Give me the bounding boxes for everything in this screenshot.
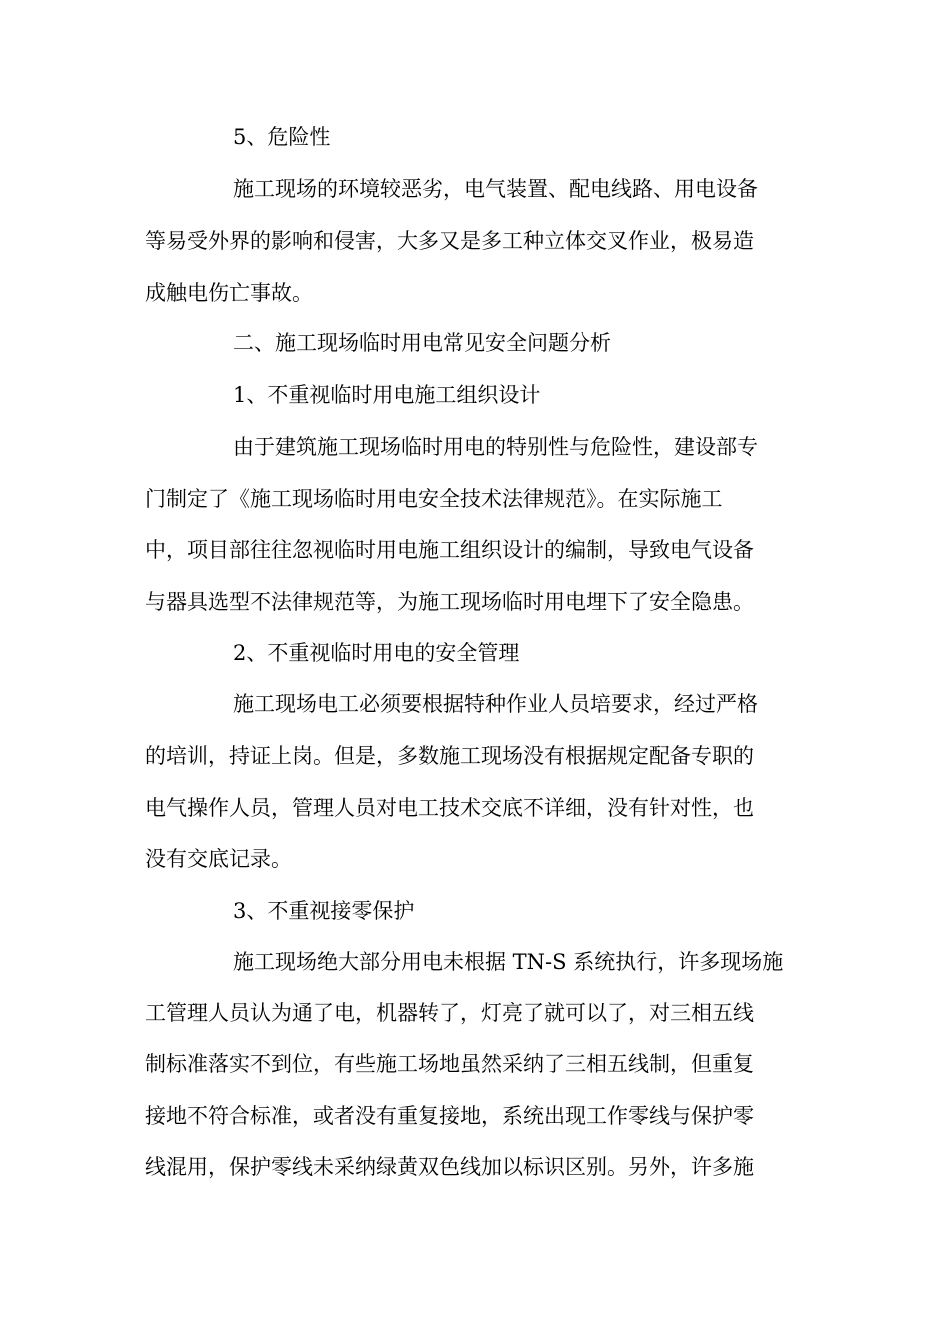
paragraph-line: 施工现场的环境较恶劣，电气装置、配电线路、用电设备 <box>233 177 758 201</box>
paragraph-line: 与器具选型不法律规范等，为施工现场临时用电埋下了安全隐患。 <box>145 590 754 614</box>
paragraph-line: 门制定了《施工现场临时用电安全技术法律规范》。在实际施工 <box>145 487 723 511</box>
paragraph-line: 制标准落实不到位，有些施工场地虽然采纳了三相五线制，但重复 <box>145 1052 754 1076</box>
paragraph-line: 成触电伤亡事故。 <box>145 281 313 305</box>
paragraph-line: 由于建筑施工现场临时用电的特别性与危险性，建设部专 <box>233 435 758 459</box>
paragraph-line: 没有交底记录。 <box>145 847 292 871</box>
subheading: 2、不重视临时用电的安全管理 <box>233 641 520 665</box>
paragraph-line: 电气操作人员，管理人员对电工技术交底不详细，没有针对性，也 <box>145 796 754 820</box>
section-heading: 二、施工现场临时用电常见安全问题分析 <box>233 331 611 355</box>
heading-danger: 5、危险性 <box>233 125 331 149</box>
paragraph-line: 中，项目部往往忽视临时用电施工组织设计的编制，导致电气设备 <box>145 538 754 562</box>
paragraph-line: 施工现场绝大部分用电未根据 TN-S 系统执行，许多现场施 <box>233 950 784 974</box>
subheading: 1、不重视临时用电施工组织设计 <box>233 383 541 407</box>
paragraph-line: 等易受外界的影响和侵害，大多又是多工种立体交叉作业，极易造 <box>145 229 754 253</box>
paragraph-line: 线混用，保护零线未采纳绿黄双色线加以标识区别。另外，许多施 <box>145 1155 754 1179</box>
paragraph-line: 工管理人员认为通了电，机器转了，灯亮了就可以了，对三相五线 <box>145 1001 754 1025</box>
paragraph-line: 施工现场电工必须要根据特种作业人员培要求，经过严格 <box>233 692 758 716</box>
paragraph-line: 接地不符合标准，或者没有重复接地，系统出现工作零线与保护零 <box>145 1104 754 1128</box>
paragraph-line: 的培训，持证上岗。但是，多数施工现场没有根据规定配备专职的 <box>145 744 754 768</box>
subheading: 3、不重视接零保护 <box>233 899 415 923</box>
